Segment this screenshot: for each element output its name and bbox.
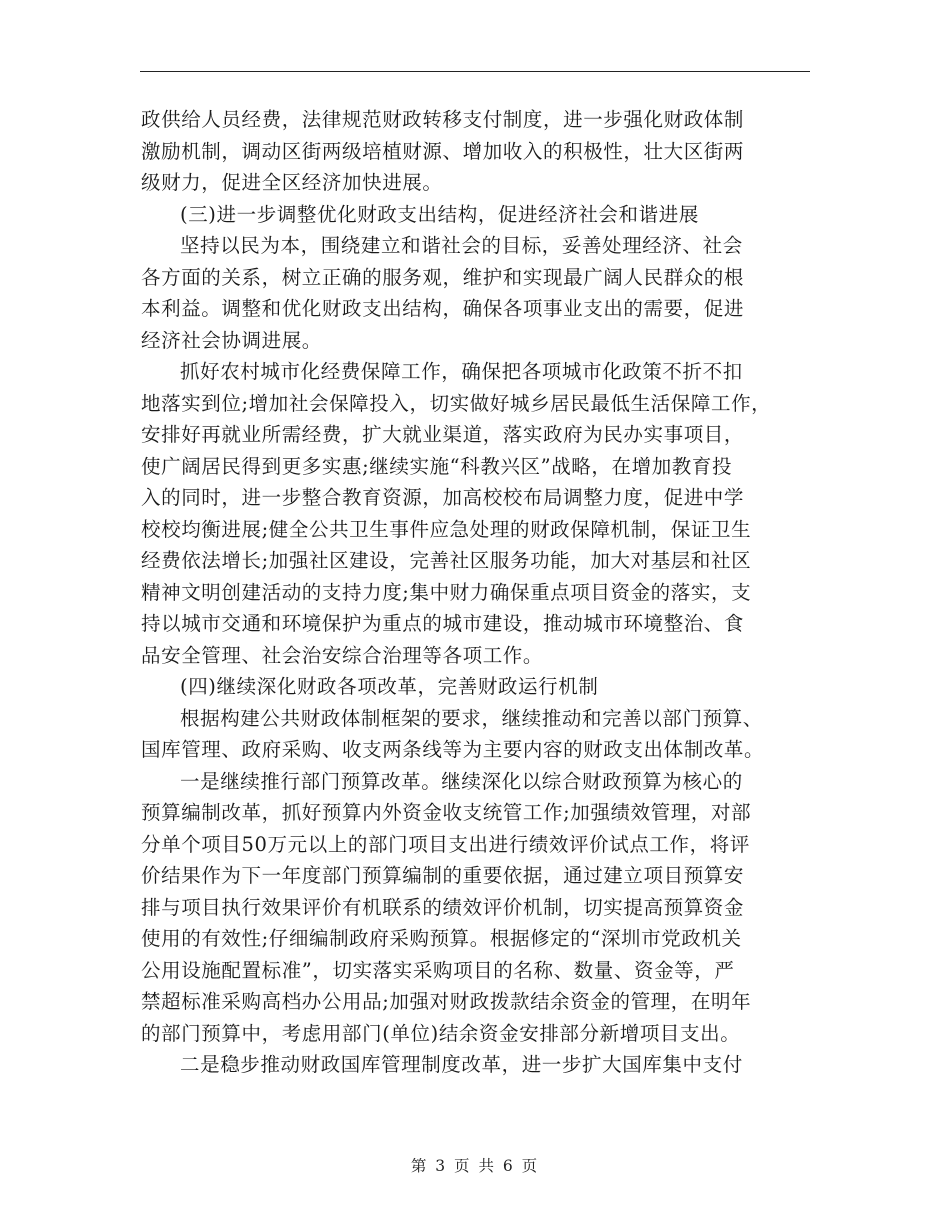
text-line: 入的同时，进一步整合教育资源，加高校校布局调整力度，促进中学: [141, 486, 745, 509]
text-line: 价结果作为下一年度部门预算编制的重要依据，通过建立项目预算安: [141, 864, 745, 887]
text-line: (四)继续深化财政各项改革，完善财政运行机制: [180, 675, 599, 698]
text-line: 经费依法增长;加强社区建设，完善社区服务功能，加大对基层和社区: [141, 549, 752, 572]
text-line: 激励机制，调动区街两级培植财源、增加收入的积极性，壮大区街两: [141, 139, 745, 163]
text-line: 本利益。调整和优化财政支出结构，确保各项事业支出的需要，促进: [141, 297, 745, 320]
text-line: 分单个项目50万元以上的部门项目支出进行绩效评价试点工作，将评: [141, 832, 750, 856]
text-line: 排与项目执行效果评价有机联系的绩效评价机制，切实提高预算资金: [141, 895, 745, 919]
text-line: 校校均衡进展;健全公共卫生事件应急处理的财政保障机制，保证卫生: [141, 517, 752, 541]
text-line: 使用的有效性;仔细编制政府采购预算。根据修定的“深圳市党政机关: [141, 927, 742, 950]
text-line: 的部门预算中，考虑用部门(单位)结余资金安排部分新增项目支出。: [141, 1021, 741, 1045]
text-line: 预算编制改革，抓好预算内外资金收支统管工作;加强绩效管理，对部: [141, 801, 752, 824]
page-number: 第 3 页 共 6 页: [410, 1157, 540, 1175]
text-line: 持以城市交通和环境保护为重点的城市建设，推动城市环境整治、食: [141, 612, 745, 635]
text-line: 抓好农村城市化经费保障工作，确保把各项城市化政策不折不扣: [180, 360, 743, 383]
text-line: 地落实到位;增加社会保障投入，切实做好城乡居民最低生活保障工作，: [141, 391, 772, 415]
text-line: 二是稳步推动财政国库管理制度改革，进一步扩大国库集中支付: [180, 1053, 743, 1076]
text-line: 各方面的关系，树立正确的服务观，维护和实现最广阔人民群众的根: [141, 265, 745, 289]
text-line: 经济社会协调进展。: [141, 328, 322, 352]
text-line: (三)进一步调整优化财政支出结构，促进经济社会和谐进展: [180, 202, 699, 226]
text-line: 政供给人员经费，法律规范财政转移支付制度，进一步强化财政体制: [141, 108, 745, 131]
text-line: 一是继续推行部门预算改革。继续深化以综合财政预算为核心的: [180, 769, 743, 793]
text-line: 级财力，促进全区经济加快进展。: [141, 171, 443, 194]
text-line: 使广阔居民得到更多实惠;继续实施“科教兴区”战略，在增加教育投: [141, 454, 733, 478]
text-line: 坚持以民为本，围绕建立和谐社会的目标，妥善处理经济、社会: [180, 234, 743, 257]
document-body: [141, 104, 811, 1081]
text-line: 安排好再就业所需经费，扩大就业渠道，落实政府为民办实事项目，: [141, 423, 745, 446]
text-line: 根据构建公共财政体制框架的要求，继续推动和完善以部门预算、: [180, 706, 763, 730]
text-line: 禁超标准采购高档办公用品;加强对财政拨款结余资金的管理，在明年: [141, 990, 752, 1013]
text-line: 公用设施配置标准”，切实落实采购项目的名称、数量、资金等，严: [141, 958, 735, 982]
text-line: 精神文明创建活动的支持力度;集中财力确保重点项目资金的落实，支: [141, 580, 752, 604]
header-rule: [140, 71, 810, 72]
text-line: 国库管理、政府采购、收支两条线等为主要内容的财政支出体制改革。: [141, 738, 765, 761]
text-line: 品安全管理、社会治安综合治理等各项工作。: [141, 643, 544, 667]
